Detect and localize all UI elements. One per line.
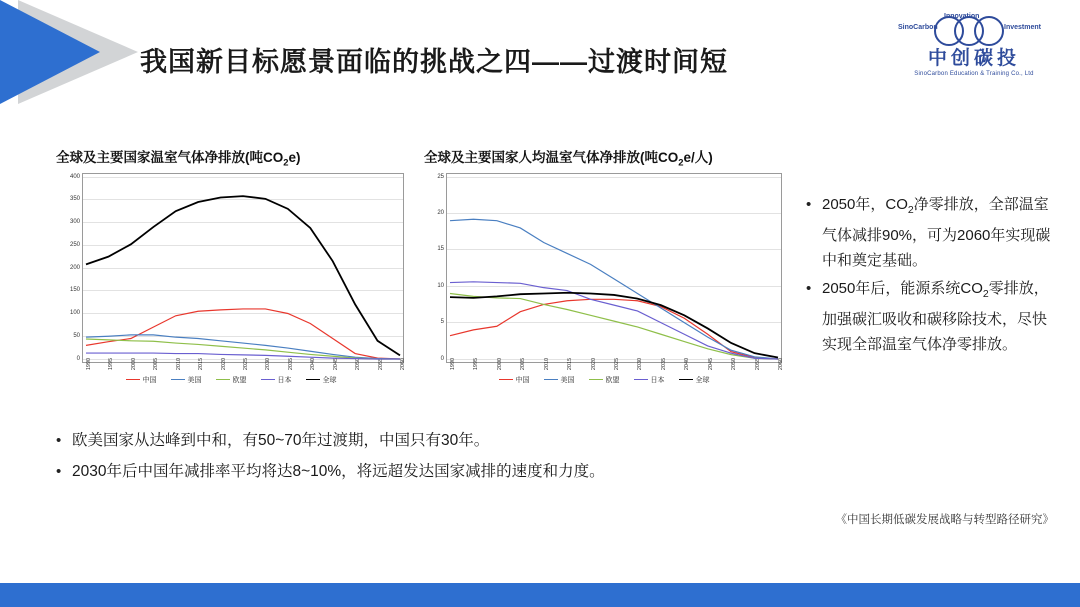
legend-label: 全球 (695, 376, 710, 384)
chart-series-layer (447, 174, 781, 362)
x-axis-tick: 2015 (567, 357, 574, 370)
x-axis-tick: 2055 (377, 357, 384, 370)
legend-item (544, 375, 575, 385)
x-axis-tick: 2040 (310, 357, 317, 370)
bullet-dot: • (56, 432, 62, 449)
legend-item (679, 375, 710, 385)
y-axis-tick: 50 (73, 332, 80, 339)
x-axis-tick: 2050 (355, 357, 362, 370)
series-line-美国 (450, 219, 778, 359)
bullet-text: 欧美国家从达峰到中和，有50~70年过渡期，中国只有30年。 (72, 432, 490, 449)
y-axis-tick: 15 (437, 246, 444, 253)
y-axis-tick: 5 (440, 319, 444, 326)
legend-swatch (634, 379, 648, 380)
x-axis-tick: 2010 (175, 357, 182, 370)
y-axis-tick: 300 (69, 219, 80, 226)
decorative-arrow (0, 0, 140, 106)
bottom-bar (0, 583, 1080, 607)
chart-plot-area (69, 173, 406, 370)
bullet-dot: • (806, 280, 812, 297)
bullet-text: 2050年，$CO_2$净零排放，全部温室气体减排90%，可为2060年实现碳中和奠定基础。 (822, 196, 1051, 269)
legend-item (216, 375, 247, 385)
bullet-text: 2030年后中国年减排率平均将达8~10%，将远超发达国家减排的速度和力度。 (72, 463, 605, 480)
bullet-dot: • (56, 463, 62, 480)
x-axis-tick: 2000 (496, 357, 503, 370)
x-axis-tick: 2050 (731, 357, 738, 370)
x-axis-tick: 2055 (754, 357, 761, 370)
x-axis-tick: 2000 (130, 357, 137, 370)
legend-label: 中国 (515, 376, 530, 384)
legend-item (634, 375, 665, 385)
legend-swatch (216, 379, 230, 380)
logo-ring-3 (974, 16, 1004, 46)
logo-english-name: SinoCarbon Education & Training Co., Ltd (914, 71, 1034, 77)
x-axis-tick: 2040 (684, 357, 691, 370)
x-axis-tick: 1995 (473, 357, 480, 370)
chart-legend (424, 375, 784, 385)
list-item (56, 459, 776, 484)
x-axis-tick: 2020 (220, 357, 227, 370)
chart-plot-area (437, 173, 784, 370)
x-axis-tick: 1995 (108, 357, 115, 370)
legend-swatch (171, 379, 185, 380)
y-axis-tick: 0 (440, 355, 444, 362)
legend-swatch (261, 379, 275, 380)
y-axis-tick: 25 (437, 173, 444, 180)
x-axis-tick: 2015 (198, 357, 205, 370)
x-axis-tick: 2060 (778, 357, 784, 370)
x-axis-tick: 2030 (265, 357, 272, 370)
x-axis-tick: 2035 (660, 357, 667, 370)
y-axis-tick: 150 (69, 287, 80, 294)
bottom-bullet-list (56, 428, 776, 490)
x-axis-tick: 2045 (707, 357, 714, 370)
x-axis-tick: 2010 (543, 357, 550, 370)
series-line-中国 (86, 309, 400, 359)
chart-title: 全球及主要国家温室气体净排放(吨$CO_2e$) (56, 150, 301, 169)
logo-rings (892, 14, 1056, 48)
legend-label: 日本 (277, 376, 292, 384)
x-axis-tick: 2025 (614, 357, 620, 370)
arrow-blue-shape (0, 0, 140, 106)
logo-word-investment: Investment (1004, 24, 1041, 31)
company-logo (892, 14, 1056, 90)
series-line-日本 (86, 353, 400, 359)
y-axis-tick: 100 (69, 310, 80, 317)
chart-percapita-emissions (424, 146, 784, 385)
x-axis-tick: 2005 (153, 357, 160, 370)
x-axis-tick: 1990 (86, 357, 92, 370)
bullet-dot: • (806, 196, 812, 213)
legend-swatch (306, 379, 320, 380)
right-bullet-list (806, 192, 1058, 360)
legend-item (171, 375, 202, 385)
y-axis-tick: 350 (69, 196, 80, 203)
logo-word-sinocarbon: SinoCarbon (898, 24, 938, 31)
legend-item (589, 375, 620, 385)
y-axis-tick: 200 (69, 264, 80, 271)
legend-item (306, 375, 337, 385)
x-axis-tick: 2020 (590, 357, 597, 370)
x-axis-tick: 2025 (243, 357, 249, 370)
legend-label: 欧盟 (605, 376, 620, 384)
legend-swatch (544, 379, 558, 380)
list-item (56, 428, 776, 453)
legend-label: 全球 (322, 376, 337, 384)
legend-label: 美国 (187, 376, 202, 384)
page-title: 我国新目标愿景面临的挑战之四——过渡时间短 (140, 47, 728, 77)
x-axis-tick: 2005 (520, 357, 527, 370)
legend-label: 中国 (142, 376, 157, 384)
legend-swatch (679, 379, 693, 380)
bullet-text: 2050年后，能源系统$CO_2$零排放，加强碳汇吸收和碳移除技术，尽快实现全部温室气体净零排放。 (822, 280, 1049, 353)
legend-item (499, 375, 530, 385)
series-line-欧盟 (86, 339, 400, 359)
series-line-日本 (450, 282, 778, 359)
legend-item (126, 375, 157, 385)
chart-total-emissions (56, 146, 406, 385)
y-axis-tick: 10 (437, 282, 444, 289)
chart-series-layer (83, 174, 403, 362)
source-citation: 《中国长期低碳发展战略与转型路径研究》 (835, 514, 1054, 526)
x-axis-tick: 2045 (332, 357, 339, 370)
legend-swatch (589, 379, 603, 380)
x-axis-tick: 2030 (637, 357, 644, 370)
series-line-全球 (86, 196, 400, 355)
list-item (806, 192, 1058, 273)
x-axis-tick: 2060 (400, 357, 406, 370)
y-axis-tick: 250 (69, 241, 80, 248)
legend-item (261, 375, 292, 385)
chart-title: 全球及主要国家人均温室气体净排放(吨$CO_2e/$人) (424, 150, 713, 169)
x-axis-tick: 1990 (450, 357, 456, 370)
series-line-中国 (450, 299, 778, 359)
y-axis-tick: 400 (69, 173, 80, 180)
logo-word-innovation: Innovation (944, 13, 980, 20)
x-axis-tick: 2035 (287, 357, 294, 370)
y-axis-tick: 0 (76, 355, 80, 362)
legend-label: 日本 (650, 376, 665, 384)
chart-legend (56, 375, 406, 385)
y-axis-tick: 20 (437, 210, 444, 217)
list-item (806, 276, 1058, 357)
legend-label: 欧盟 (232, 376, 247, 384)
legend-swatch (499, 379, 513, 380)
legend-swatch (126, 379, 140, 380)
logo-chinese-name: 中创碳投 (927, 48, 1020, 69)
legend-label: 美国 (560, 376, 575, 384)
